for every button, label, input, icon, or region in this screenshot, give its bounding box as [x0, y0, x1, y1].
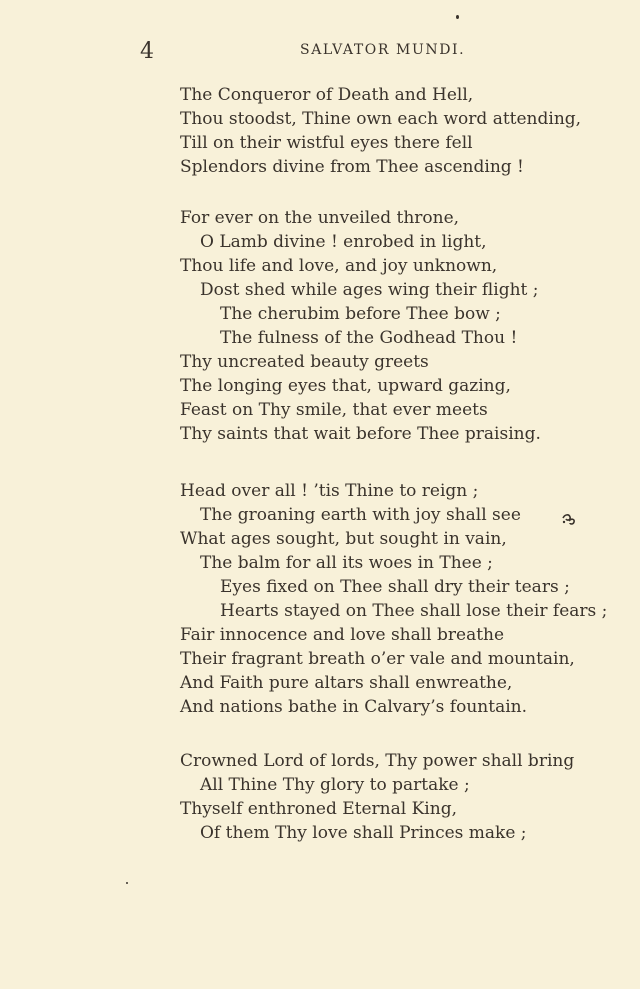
- verse-line: All Thine Thy glory to partake ;: [200, 775, 470, 795]
- verse-line: The groaning earth with joy shall see: [200, 505, 521, 525]
- running-head: SALVATOR MUNDI.: [300, 42, 466, 58]
- verse-line: Head over all ! ’tis Thine to reign ;: [180, 481, 479, 501]
- verse-line: Thou stoodst, Thine own each word attending,: [180, 109, 582, 129]
- ink-speck: [126, 882, 128, 884]
- verse-line: Splendors divine from Thee ascending !: [180, 157, 524, 177]
- verse-line: Till on their wistful eyes there fell: [180, 133, 473, 153]
- verse-line: The cherubim before Thee bow ;: [220, 304, 501, 324]
- verse-line: The Conqueror of Death and Hell,: [180, 85, 474, 105]
- verse-line: And nations bathe in Calvary’s fountain.: [180, 697, 527, 717]
- stanza-1: [180, 83, 581, 179]
- stanza-2: [180, 206, 541, 446]
- stanza-4: [180, 749, 574, 845]
- verse-line: Eyes fixed on Thee shall dry their tears ;: [220, 577, 570, 597]
- verse-line: Of them Thy love shall Princes make ;: [200, 823, 527, 843]
- verse-line: Fair innocence and love shall breathe: [180, 625, 505, 645]
- page-number: 4: [140, 39, 154, 64]
- verse-line: Dost shed while ages wing their flight ;: [200, 280, 539, 300]
- verse-line: For ever on the unveiled throne,: [180, 208, 460, 228]
- verse-line: O Lamb divine ! enrobed in light,: [200, 232, 487, 252]
- verse-line: What ages sought, but sought in vain,: [180, 529, 507, 549]
- stanza-3: [180, 479, 607, 719]
- verse-line: Crowned Lord of lords, Thy power shall bring: [180, 751, 575, 771]
- verse-line: Their fragrant breath o’er vale and mountain,: [180, 649, 575, 669]
- verse-line: The balm for all its woes in Thee ;: [200, 553, 493, 573]
- verse-line: Thyself enthroned Eternal King,: [180, 799, 457, 819]
- verse-line: Thy uncreated beauty greets: [180, 352, 429, 372]
- verse-line: The fulness of the Godhead Thou !: [220, 328, 518, 348]
- ink-speck: [456, 15, 459, 19]
- verse-line: Feast on Thy smile, that ever meets: [180, 400, 488, 420]
- verse-line: And Faith pure altars shall enwreathe,: [180, 673, 513, 693]
- verse-line: Hearts stayed on Thee shall lose their fears ;: [220, 601, 608, 621]
- verse-line: Thy saints that wait before Thee praising.: [180, 424, 541, 444]
- verse-line: The longing eyes that, upward gazing,: [180, 376, 511, 396]
- verse-line: Thou life and love, and joy unknown,: [180, 256, 498, 276]
